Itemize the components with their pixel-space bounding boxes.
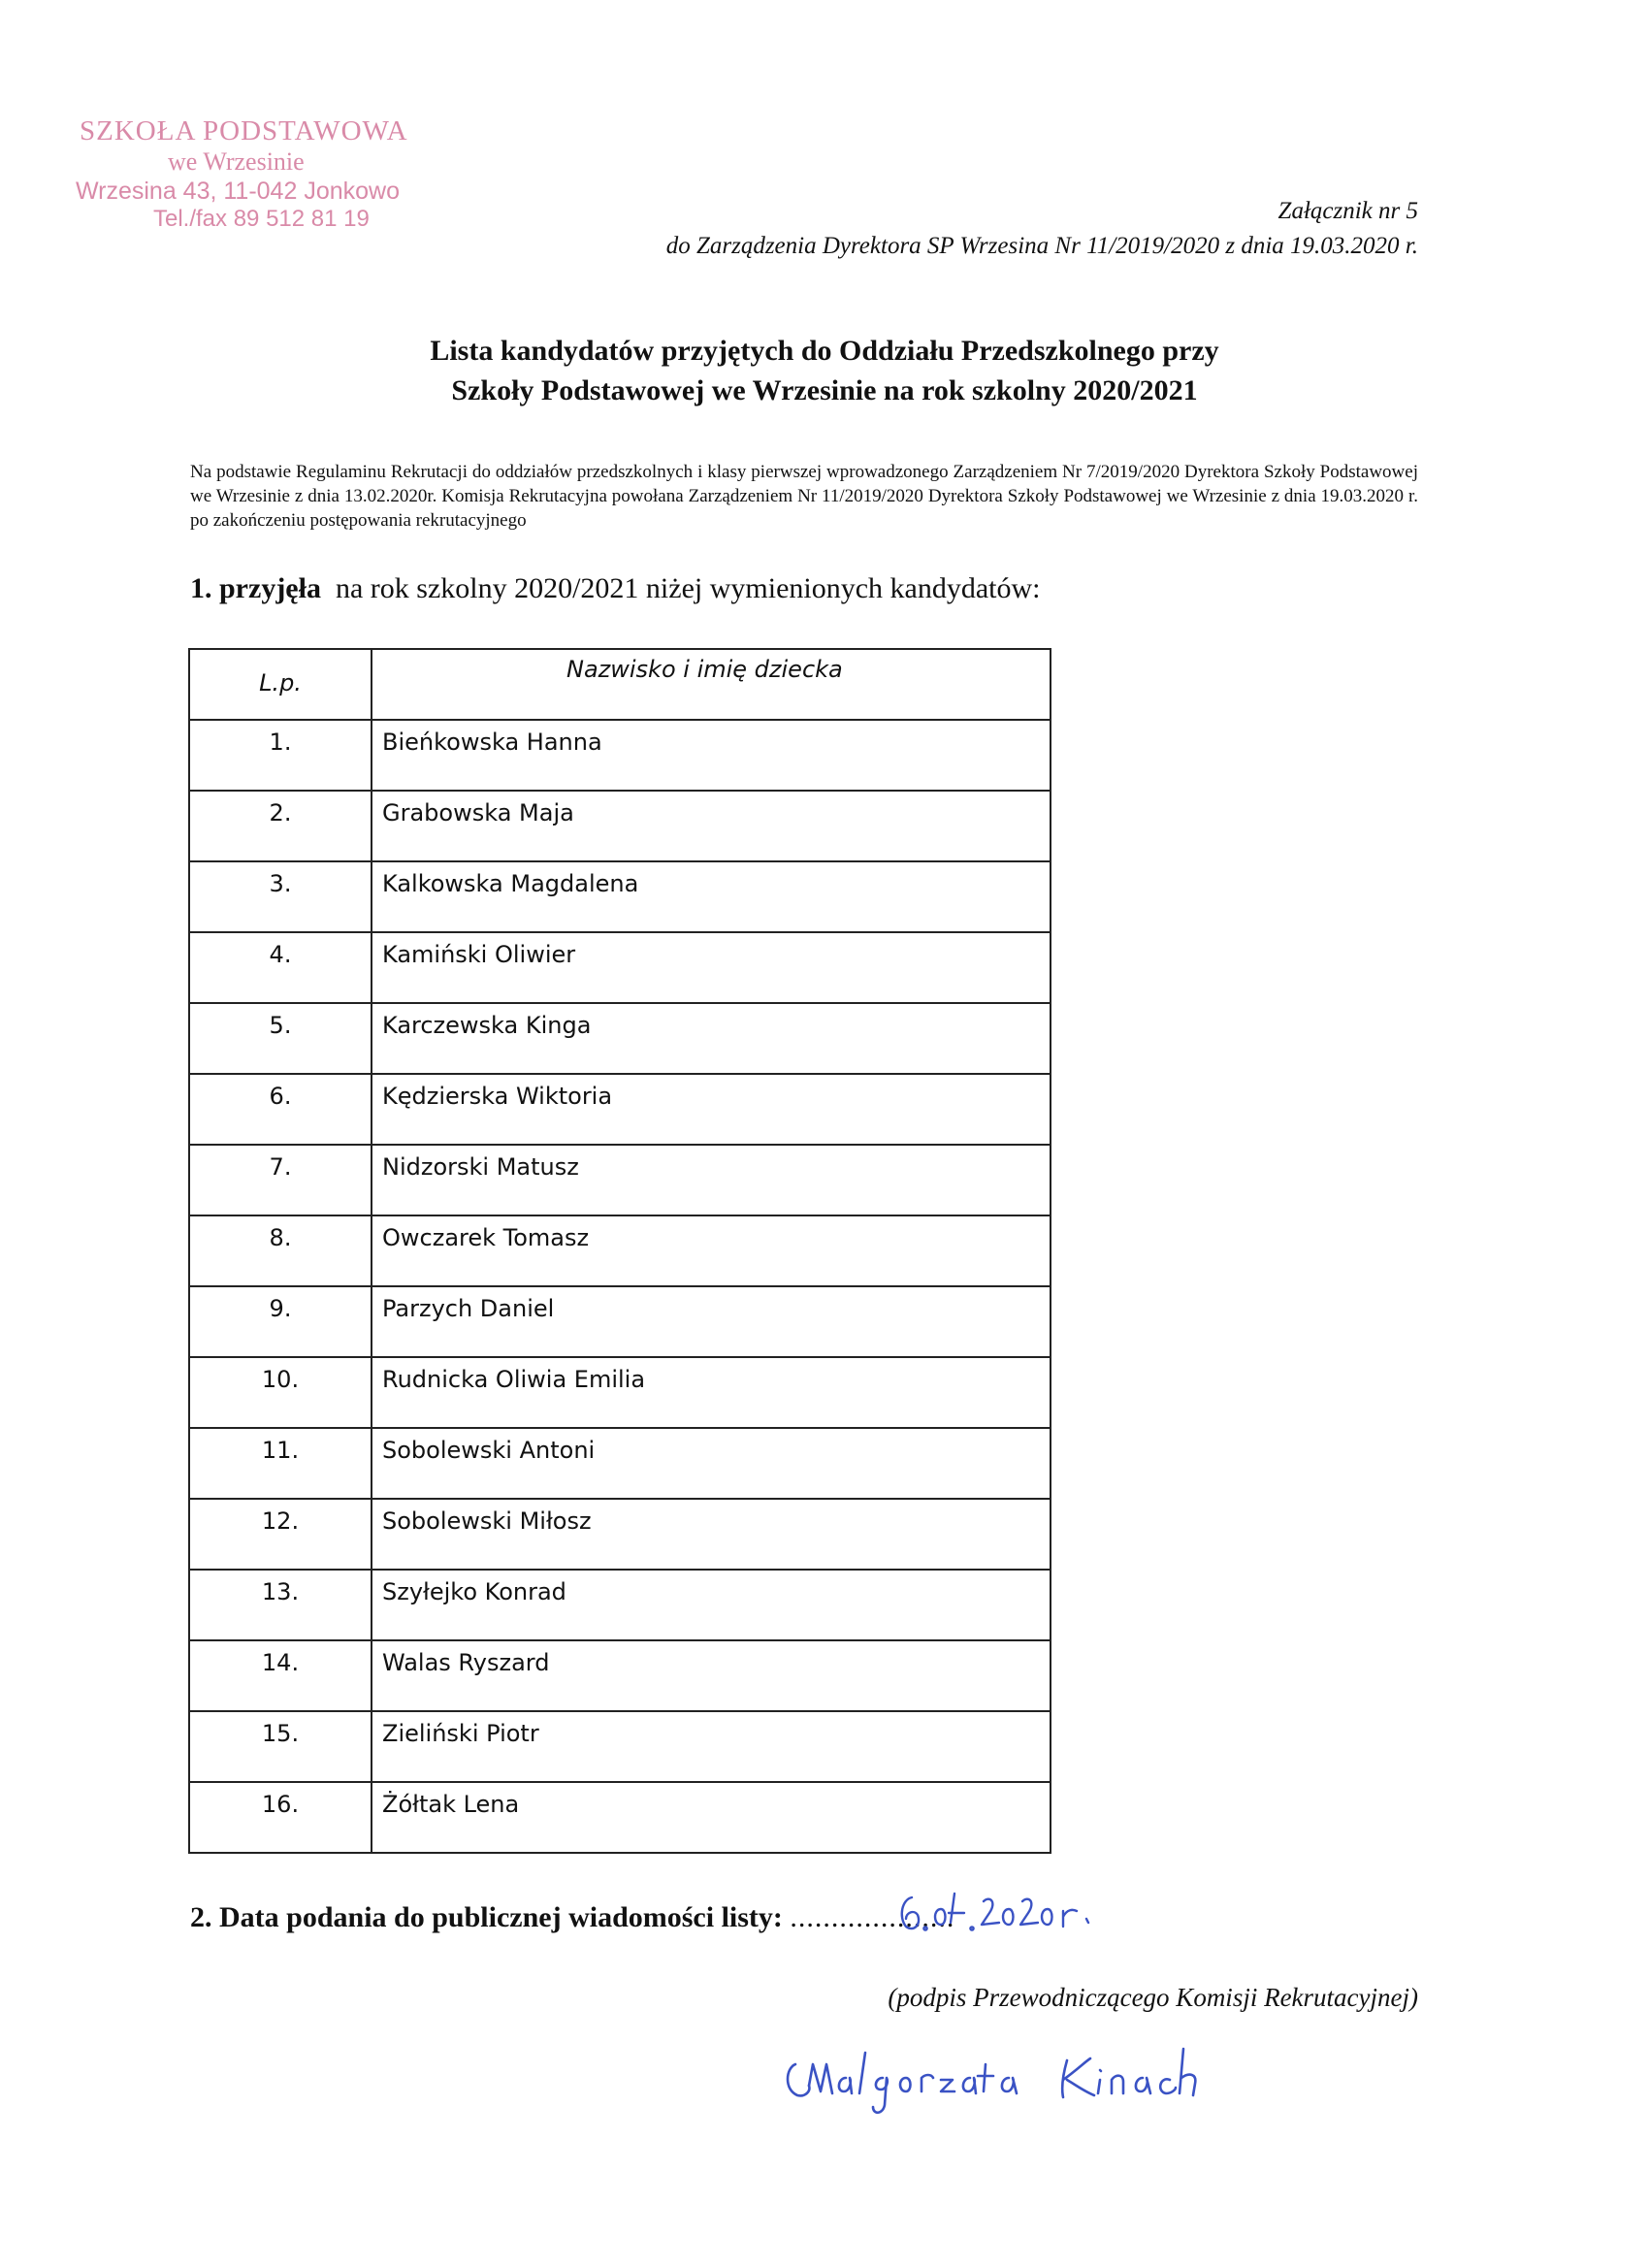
- child-name: Rudnicka Oliwia Emilia: [372, 1357, 1051, 1428]
- table-row: [189, 1782, 1051, 1853]
- row-number: 3.: [189, 861, 372, 932]
- child-name: Szyłejko Konrad: [372, 1570, 1051, 1640]
- row-number: 7.: [189, 1145, 372, 1215]
- child-name: Zieliński Piotr: [372, 1711, 1051, 1782]
- table-row: [189, 1428, 1051, 1499]
- school-stamp: [76, 114, 408, 234]
- child-name: Sobolewski Antoni: [372, 1428, 1051, 1499]
- regulation-reference: do Zarządzenia Dyrektora SP Wrzesina Nr 11/2019/2020 z dnia 19.03.2020 r.: [665, 232, 1418, 259]
- attachment-header: [666, 194, 1418, 263]
- stamp-line-2: we Wrzesinie: [168, 147, 305, 177]
- child-name: Kamiński Oliwier: [372, 932, 1051, 1003]
- child-name: Grabowska Maja: [372, 791, 1051, 861]
- stamp-line-1: SZKOŁA PODSTAWOWA: [80, 115, 408, 146]
- table-row: [189, 1570, 1051, 1640]
- row-number: 13.: [189, 1570, 372, 1640]
- row-number: 14.: [189, 1640, 372, 1711]
- table-row: [189, 1499, 1051, 1570]
- point-1: [190, 572, 1041, 605]
- header-lp: L.p.: [189, 649, 372, 720]
- row-number: 12.: [189, 1499, 372, 1570]
- attachment-number: Załącznik nr 5: [1277, 198, 1418, 224]
- child-name: Parzych Daniel: [372, 1286, 1051, 1357]
- point-1-text: na rok szkolny 2020/2021 niżej wymienionych kandydatów:: [320, 572, 1041, 604]
- table-row: [189, 861, 1051, 932]
- row-number: 10.: [189, 1357, 372, 1428]
- row-number: 8.: [189, 1215, 372, 1286]
- signature-caption: (podpis Przewodniczącego Komisji Rekrutacyjnej): [888, 1983, 1418, 2012]
- table-row: [189, 932, 1051, 1003]
- table-row: [189, 720, 1051, 791]
- point-2-label: 2. Data podania do publicznej wiadomości listy:: [190, 1901, 791, 1933]
- row-number: 11.: [189, 1428, 372, 1499]
- document-title: [0, 332, 1649, 411]
- intro-paragraph: Na podstawie Regulaminu Rekrutacji do oddziałów przedszkolnych i klasy pierwszej wprowadzonego Zarządzeniem Nr 7/2019/2020 Dyrektora Szkoły Podstawowej we Wrzesinie z dnia 13.02.2020r. Komisja Rekrutacyjna powołana Zarządzeniem Nr 11/2019/2020 Dyrektora Szkoły Podstawowej we Wrzesinie z dnia 19.03.2020 r. po zakończeniu postępowania rekrutacyjnego: [190, 462, 1418, 532]
- table-row: [189, 1215, 1051, 1286]
- stamp-line-3: Wrzesina 43, 11-042 Jonkowo: [76, 177, 400, 205]
- point-2: [190, 1901, 954, 1934]
- table-row: [189, 1640, 1051, 1711]
- table-row: [189, 1357, 1051, 1428]
- table-row: [189, 791, 1051, 861]
- chairperson-signature: [776, 2035, 1280, 2122]
- title-line-1: Lista kandydatów przyjętych do Oddziału Przedszkolnego przy: [430, 335, 1219, 367]
- table-row: [189, 1145, 1051, 1215]
- child-name: Karczewska Kinga: [372, 1003, 1051, 1074]
- row-number: 6.: [189, 1074, 372, 1145]
- row-number: 4.: [189, 932, 372, 1003]
- child-name: Kalkowska Magdalena: [372, 861, 1051, 932]
- header-name: Nazwisko i imię dziecka: [372, 649, 1051, 720]
- handwritten-date: [894, 1880, 1127, 1938]
- child-name: Owczarek Tomasz: [372, 1215, 1051, 1286]
- child-name: Bieńkowska Hanna: [372, 720, 1051, 791]
- child-name: Żółtak Lena: [372, 1782, 1051, 1853]
- child-name: Walas Ryszard: [372, 1640, 1051, 1711]
- child-name: Sobolewski Miłosz: [372, 1499, 1051, 1570]
- row-number: 16.: [189, 1782, 372, 1853]
- stamp-line-4: Tel./fax 89 512 81 19: [153, 206, 370, 233]
- date-dotted-line: ....................: [790, 1901, 955, 1933]
- table-row: [189, 1074, 1051, 1145]
- row-number: 15.: [189, 1711, 372, 1782]
- child-name: Nidzorski Matusz: [372, 1145, 1051, 1215]
- table-row: [189, 1286, 1051, 1357]
- row-number: 9.: [189, 1286, 372, 1357]
- table-row: [189, 1711, 1051, 1782]
- row-number: 5.: [189, 1003, 372, 1074]
- candidates-table: [188, 648, 1051, 1854]
- row-number: 1.: [189, 720, 372, 791]
- title-line-2: Szkoły Podstawowej we Wrzesinie na rok szkolny 2020/2021: [451, 373, 1198, 406]
- table-header-row: [189, 649, 1051, 720]
- row-number: 2.: [189, 791, 372, 861]
- point-1-label: 1. przyjęła: [190, 572, 321, 604]
- child-name: Kędzierska Wiktoria: [372, 1074, 1051, 1145]
- table-row: [189, 1003, 1051, 1074]
